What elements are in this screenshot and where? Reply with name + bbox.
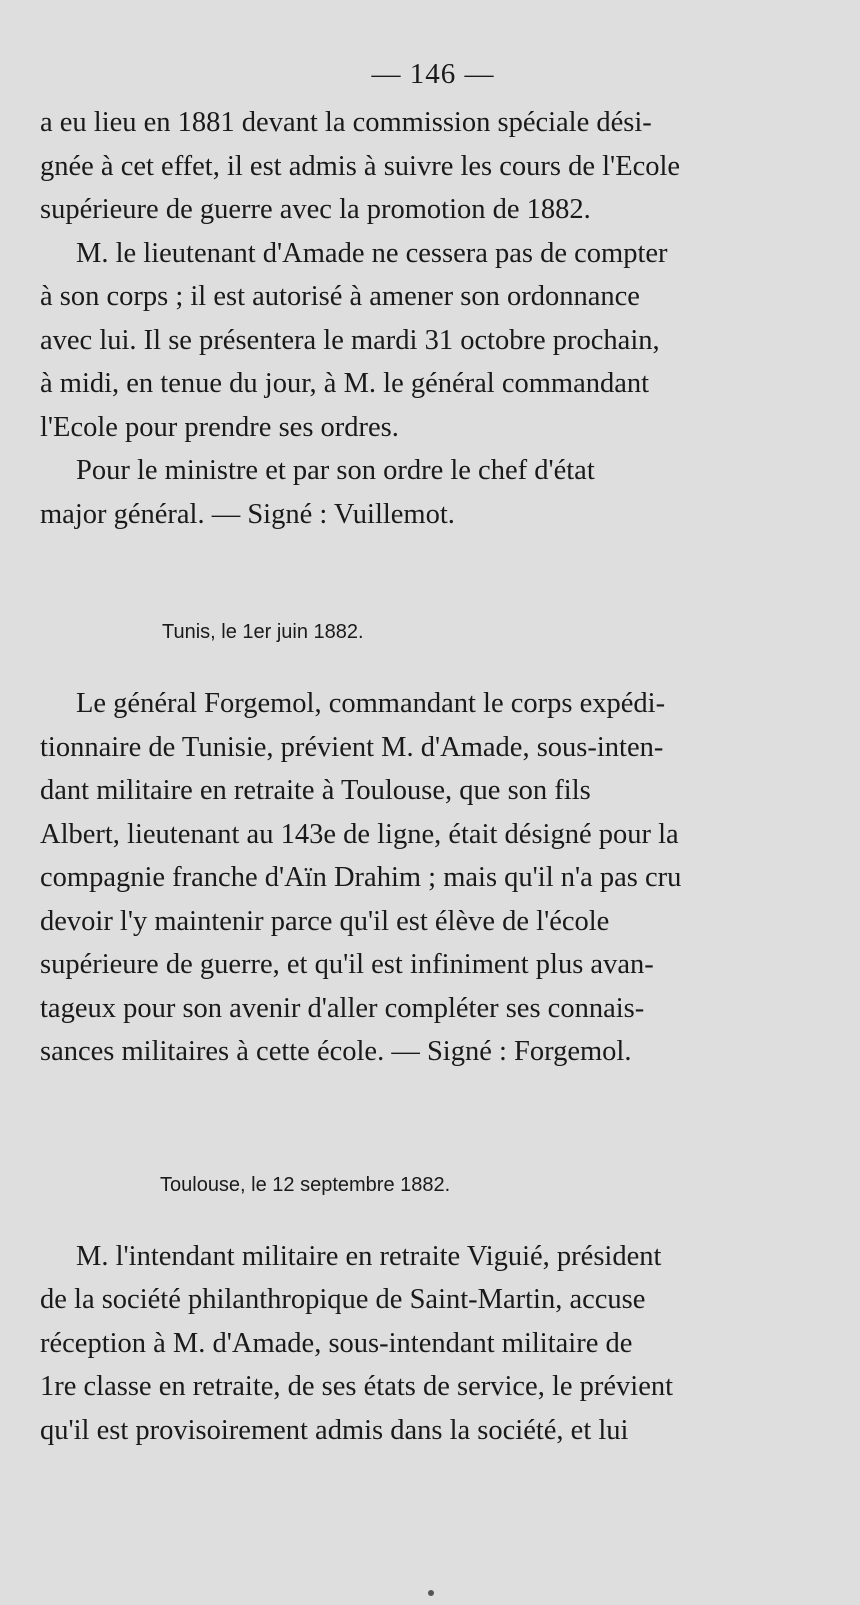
- print-speck: [428, 1590, 434, 1596]
- text-line: compagnie franche d'Aïn Drahim ; mais qu'il n'a pas cru: [40, 862, 682, 893]
- text-line: Pour le ministre et par son ordre le chef d'état: [76, 455, 595, 486]
- text-line: sances militaires à cette école. — Signé : Forgemol.: [40, 1036, 632, 1067]
- text-line: major général. — Signé : Vuillemot.: [40, 498, 455, 530]
- text-line: Le général Forgemol, commandant le corps expédi-: [76, 688, 666, 719]
- dateline-tunis: Tunis, le 1er juin 1882.: [162, 621, 364, 643]
- text-line: à midi, en tenue du jour, à M. le général commandant: [40, 368, 650, 399]
- text-line: M. le lieutenant d'Amade ne cessera pas de compter: [76, 237, 668, 269]
- text-line: qu'il est provisoirement admis dans la société, et lui: [40, 1414, 629, 1446]
- paragraph-signature-vuillemot: [40, 449, 816, 536]
- text-line: supérieure de guerre avec la promotion de 1882.: [40, 194, 591, 225]
- text-line: devoir l'y maintenir parce qu'il est élève de l'école: [40, 905, 610, 937]
- text-line: a eu lieu en 1881 devant la commission spéciale dési-: [40, 107, 652, 138]
- text-line: Albert, lieutenant au 143e de ligne, était désigné pour la: [40, 818, 679, 850]
- text-line: M. l'intendant militaire en retraite Viguié, président: [76, 1240, 662, 1272]
- page-number: — 146 —: [371, 58, 495, 90]
- text-line: réception à M. d'Amade, sous-intendant militaire de: [40, 1327, 633, 1359]
- text-line: supérieure de guerre, et qu'il est infiniment plus avan-: [40, 949, 654, 980]
- paragraph-viguie-letter: [40, 1235, 816, 1453]
- text-line: l'Ecole pour prendre ses ordres.: [40, 411, 399, 443]
- text-line: tionnaire de Tunisie, prévient M. d'Amade, sous-inten-: [40, 731, 664, 763]
- dateline-toulouse: Toulouse, le 12 septembre 1882.: [160, 1173, 451, 1196]
- text-line: de la société philanthropique de Saint-Martin, accuse: [40, 1284, 646, 1315]
- text-line: dant militaire en retraite à Toulouse, que son fils: [40, 775, 591, 806]
- text-line: avec lui. Il se présentera le mardi 31 octobre prochain,: [40, 324, 660, 356]
- paragraph-admission-continued: [40, 101, 816, 232]
- paragraph-lieutenant-orders: [40, 232, 816, 450]
- paragraph-forgemol-letter: [40, 682, 816, 1074]
- text-line: à son corps ; il est autorisé à amener son ordonnance: [40, 281, 640, 312]
- text-line: 1re classe en retraite, de ses états de service, le prévient: [40, 1371, 674, 1402]
- text-line: gnée à cet effet, il est admis à suivre les cours de l'Ecole: [40, 150, 681, 182]
- text-line: tageux pour son avenir d'aller compléter ses connais-: [40, 992, 645, 1024]
